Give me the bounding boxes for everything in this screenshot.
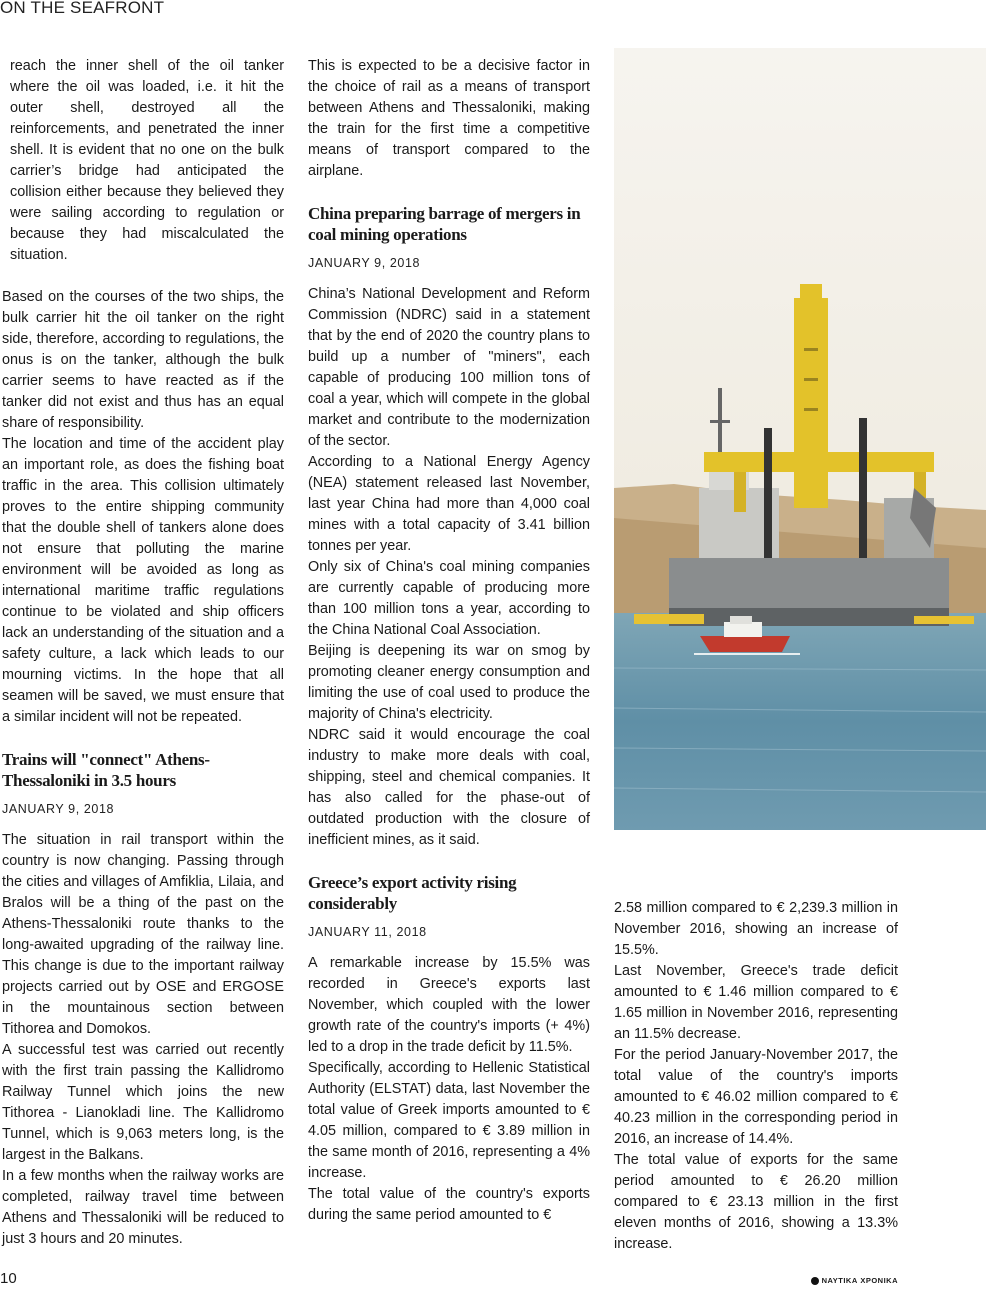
- article-date: JANUARY 9, 2018: [2, 802, 115, 816]
- paragraph: NDRC said it would encourage the coal industry to make more deals with coal, shipping, steel and chemical companies. It has also called for the phase-out of outdated production with the closure of inefficient mines, as it said.: [308, 727, 590, 848]
- column-middle: [308, 56, 590, 1226]
- article-date: JANUARY 11, 2018: [308, 925, 427, 939]
- paragraph: In a few months when the railway works are completed, railway travel time between Athens and Thessaloniki will be reduced to just 3 hours and 20 minutes.: [2, 1168, 284, 1247]
- continued-article: [2, 56, 284, 266]
- paragraph: Only six of China's coal mining companies are currently capable of producing more than 100 million tons a year, according to the China National Coal Association.: [308, 559, 590, 638]
- paragraph: This is expected to be a decisive factor in the choice of rail as a means of transport between Athens and Thessaloniki, making the train for the first time a competitive means of transport compared to the airplane.: [308, 58, 590, 179]
- column-right: [614, 898, 898, 1255]
- paragraph: For the period January-November 2017, the total value of the country's imports amounted to € 46.02 million compared to € 40.23 million in the corresponding period in 2016, an increase of 14.4%.: [614, 1047, 898, 1147]
- paragraph: Last November, Greece's trade deficit amounted to € 1.46 million compared to € 1.65 million in November 2016, representing an 11.5% decrease.: [614, 963, 898, 1042]
- paragraph: A successful test was carried out recently with the first train passing the Kallidromo Railway Tunnel which joins the new Tithorea - Lianokladi line. The Kallidromo Tunnel, which is 9,063 meters long, is the largest in the Balkans.: [2, 1042, 284, 1163]
- paragraph: 2.58 million compared to € 2,239.3 million in November 2016, showing an increase of 15.5%.: [614, 900, 898, 958]
- paragraph: The location and time of the accident play an important role, as does the fishing boat traffic in the area. This collision ultimately proves to the entire shipping community that the double shell of tankers alone does not ensure that polluting the marine environment will be avoided as long as international maritime traffic regulations continue to be violated and ship officers lack an understanding of the situation and a safety culture, a lack which leads to our mourning victims. In the hope that all seamen will be saved, we must ensure that a similar incident will not be repeated.: [2, 436, 284, 725]
- paragraph: According to a National Energy Agency (NEA) statement released last November, last year China had more than 4,000 coal mines with a total capacity of 3.41 billion tonnes per year.: [308, 454, 590, 554]
- dredger-ship-photo: [614, 48, 986, 830]
- column-left: [2, 56, 284, 1250]
- article-title-trains: Trains will "connect" Athens-Thessaloniki in 3.5 hours: [2, 750, 210, 790]
- section-header: ON THE SEAFRONT: [0, 0, 165, 17]
- paragraph: A remarkable increase by 15.5% was recorded in Greece's exports last November, which coupled with the lower growth rate of the country's imports (+ 4%) led to a drop in the trade deficit by 11.5%.: [308, 955, 590, 1055]
- paragraph: China’s National Development and Reform Commission (NDRC) said in a statement that by the end of 2020 the country plans to build up a number of "miners", each capable of producing 100 million tons of coal a year, which will compete in the global market and contribute to the modernization of the sector.: [308, 286, 590, 449]
- paragraph: reach the inner shell of the oil tanker where the oil was loaded, i.e. it hit the outer shell, destroyed all the reinforcements, and penetrated the inner shell. It is evident that no one on the bulk carrier’s bridge had anticipated the collision either because they believed they were sailing according to regulation or because they had miscalculated the situation.: [10, 58, 284, 263]
- publication-logo: [811, 1276, 898, 1285]
- article-title-china: China preparing barrage of mergers in coal mining operations: [308, 204, 581, 244]
- publication-name: ΝΑΥΤΙΚΑ ΧΡΟΝΙΚΑ: [821, 1276, 898, 1285]
- paragraph: Beijing is deepening its war on smog by promoting cleaner energy consumption and limiting the use of coal used to produce the majority of China's electricity.: [308, 643, 590, 722]
- article-title-greece: Greece’s export activity rising considerably: [308, 873, 517, 913]
- article-date: JANUARY 9, 2018: [308, 256, 421, 270]
- brand-mark-icon: [811, 1277, 819, 1285]
- paragraph: The total value of exports for the same period amounted to € 26.20 million compared to € 23.13 million in the first eleven months of 2016, showing a 13.3% increase.: [614, 1152, 898, 1252]
- paragraph: Based on the courses of the two ships, the bulk carrier hit the oil tanker on the right side, therefore, according to regulations, the onus is on the tanker, although the bulk carrier seems to have reacted as if the tanker did not exist and thus has an equal share of responsibility.: [2, 289, 284, 431]
- paragraph: The total value of the country's exports during the same period amounted to €: [308, 1186, 590, 1223]
- page-number: 10: [0, 1270, 17, 1287]
- paragraph: Specifically, according to Hellenic Statistical Authority (ELSTAT) data, last November the total value of Greek imports amounted to € 4.05 million, compared to € 3.89 million in the same month of 2016, representing a 4% increase.: [308, 1060, 590, 1181]
- paragraph: The situation in rail transport within the country is now changing. Passing through the cities and villages of Amfiklia, Lilaia, and Bralos will be a thing of the past on the Athens-Thessaloniki route thanks to the long-awaited upgrading of the railway line. This change is due to the important railway projects carried out by OSE and ERGOSE in the mountainous section between Tithorea and Domokos.: [2, 832, 284, 1037]
